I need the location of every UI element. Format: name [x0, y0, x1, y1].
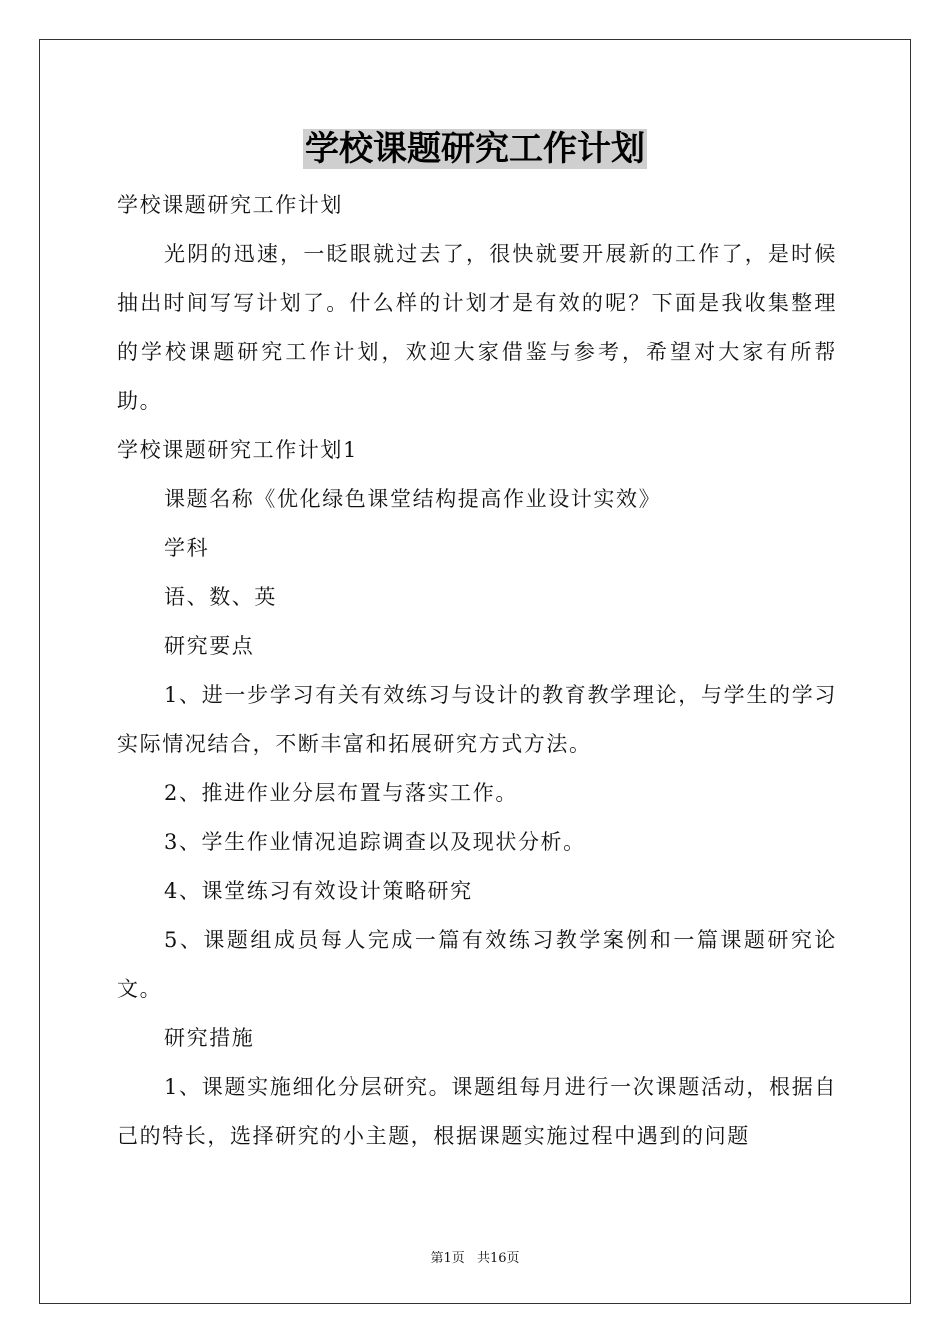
paragraph: 研究措施: [164, 1026, 255, 1050]
paragraph: 1、进一步学习有关有效练习与设计的教育教学理论，与学生的学习实际情况结合，不断丰富和拓展研究方式方法。: [117, 683, 837, 756]
paragraph: 学校课题研究工作计划: [117, 193, 343, 217]
paragraph: 学科: [164, 536, 210, 560]
document-body: [117, 181, 837, 1161]
paragraph: 学校课题研究工作计划1: [117, 438, 358, 462]
paragraph: 光阴的迅速，一眨眼就过去了，很快就要开展新的工作了，是时候抽出时间写写计划了。什么样的计划才是有效的呢？下面是我收集整理的学校课题研究工作计划，欢迎大家借鉴与参考，希望对大家有所帮助。: [117, 242, 837, 413]
paragraph: 1、课题实施细化分层研究。课题组每月进行一次课题活动，根据自己的特长，选择研究的小主题，根据课题实施过程中遇到的问题: [117, 1075, 837, 1148]
document-title: [0, 126, 950, 172]
paragraph: 研究要点: [164, 634, 255, 658]
document-title-text: 学校课题研究工作计划: [305, 129, 645, 169]
paragraph: 3、学生作业情况追踪调查以及现状分析。: [164, 830, 586, 854]
page-footer: [0, 1247, 950, 1266]
paragraph: 2、推进作业分层布置与落实工作。: [164, 781, 518, 805]
paragraph: 5、课题组成员每人完成一篇有效练习教学案例和一篇课题研究论文。: [117, 928, 837, 1001]
total-pages: 共16页: [476, 1251, 520, 1266]
paragraph: 语、数、英: [164, 585, 277, 609]
paragraph: 4、课堂练习有效设计策略研究: [164, 879, 473, 903]
paragraph: 课题名称《优化绿色课堂结构提高作业设计实效》: [164, 487, 662, 511]
page-number: 第1页: [430, 1251, 465, 1266]
